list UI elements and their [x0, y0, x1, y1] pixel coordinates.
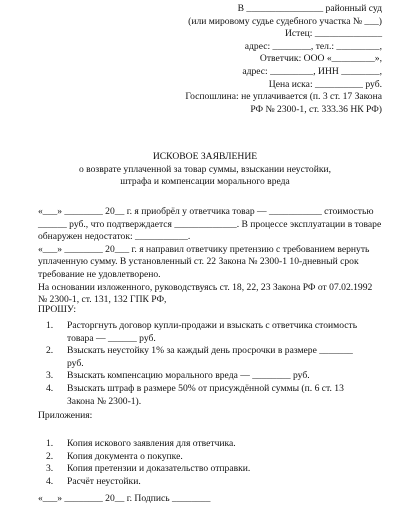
purchase-paragraph: «___» ________ 20__ г. я приобрёл у ответчика товар — ___________ стоимостью ______ руб., что подтверждается _____________. В процессе эксплуатации в товаре обнаружен недостаток: ___________. — [38, 206, 382, 243]
title-subtitle-2: штрафа и компенсации морального вреда — [120, 176, 290, 188]
demand-text: Взыскать штраф в размере 50% от присуждённой суммы (п. 6 ст. 13 — [67, 382, 344, 394]
demands-list — [38, 320, 383, 408]
plaintiff-line: Истец: ______________ — [285, 28, 382, 40]
demand-text: Взыскать компенсацию морального вреда — ________ руб. — [67, 370, 310, 382]
attachment-item — [38, 476, 383, 489]
document-title — [40, 151, 370, 189]
state-fee-line: Госпошлина: не уплачивается (п. 3 ст. 17 Закона — [185, 91, 382, 103]
demand-number: 2. — [46, 345, 54, 357]
attachment-number: 3. — [46, 463, 54, 475]
demand-number: 3. — [46, 370, 54, 382]
demand-item — [38, 383, 383, 408]
attachment-text: Копия претензии и доказательство отправки. — [67, 463, 251, 475]
claim-body — [38, 206, 383, 307]
demand-number: 1. — [46, 320, 54, 331]
demand-text: Взыскать неустойку 1% за каждый день просрочки в размере _______ — [67, 345, 353, 357]
demand-text-cont: товара — ______ руб. — [67, 332, 156, 344]
legal-basis-paragraph: На основании изложенного, руководствуясь ст. 18, 22, 23 Закона РФ от 07.02.1992 № 2300-1, ст. 131, 132 ГПК РФ, — [38, 281, 373, 306]
demand-item — [38, 345, 383, 370]
attachment-item — [38, 451, 383, 464]
attachment-item — [38, 438, 383, 451]
claim-paragraph: «___» ________ 20___ г. я направил ответчику претензию с требованием вернуть уплаченную сумму. В установленный ст. 22 Закона № 2300-1 10-дневный срок требование не удовлетворено. — [38, 243, 370, 280]
addressee-block — [170, 3, 382, 116]
date-signature-line: «___» ________ 20__ г. Подпись ________ — [38, 493, 211, 504]
attachments-list — [38, 438, 383, 488]
attachment-number: 1. — [46, 438, 54, 449]
demand-text: Расторгнуть договор купли-продажи и взыскать с ответчика стоимость — [67, 320, 358, 331]
attachment-number: 4. — [46, 475, 54, 487]
attachment-item — [38, 463, 383, 476]
claim-price-line: Цена иска: __________ руб. — [268, 78, 382, 90]
request-heading: ПРОШУ: — [38, 304, 77, 315]
defendant-address-line: адрес: _________, ИНН ________, — [242, 65, 382, 77]
attachments-heading: Приложения: — [38, 410, 93, 421]
attachment-text: Копия документа о покупке. — [67, 450, 183, 462]
attachment-number: 2. — [46, 450, 54, 462]
attachment-text: Расчёт неустойки. — [67, 475, 141, 487]
demand-item — [38, 320, 383, 345]
title-heading: ИСКОВОЕ ЗАЯВЛЕНИЕ — [152, 151, 258, 162]
title-subtitle-1: о возврате уплаченной за товар суммы, взыскании неустойки, — [78, 163, 332, 175]
magistrate-line: (или мировому судье судебного участка № ___) — [188, 15, 382, 27]
attachment-text: Копия искового заявления для ответчика. — [67, 438, 236, 449]
demand-number: 4. — [46, 382, 54, 394]
demand-text-cont: Закона № 2300-1). — [67, 395, 142, 407]
plaintiff-address-line: адрес: ________, тел.: _________, — [244, 40, 382, 52]
demand-item — [38, 370, 383, 383]
defendant-line: Ответчик: ООО «_________», — [259, 53, 382, 65]
court-line: В ________________ районный суд — [237, 3, 382, 14]
state-fee-line-2: РФ № 2300-1, ст. 333.36 НК РФ) — [250, 103, 382, 115]
demand-text-cont: руб. — [67, 357, 84, 369]
